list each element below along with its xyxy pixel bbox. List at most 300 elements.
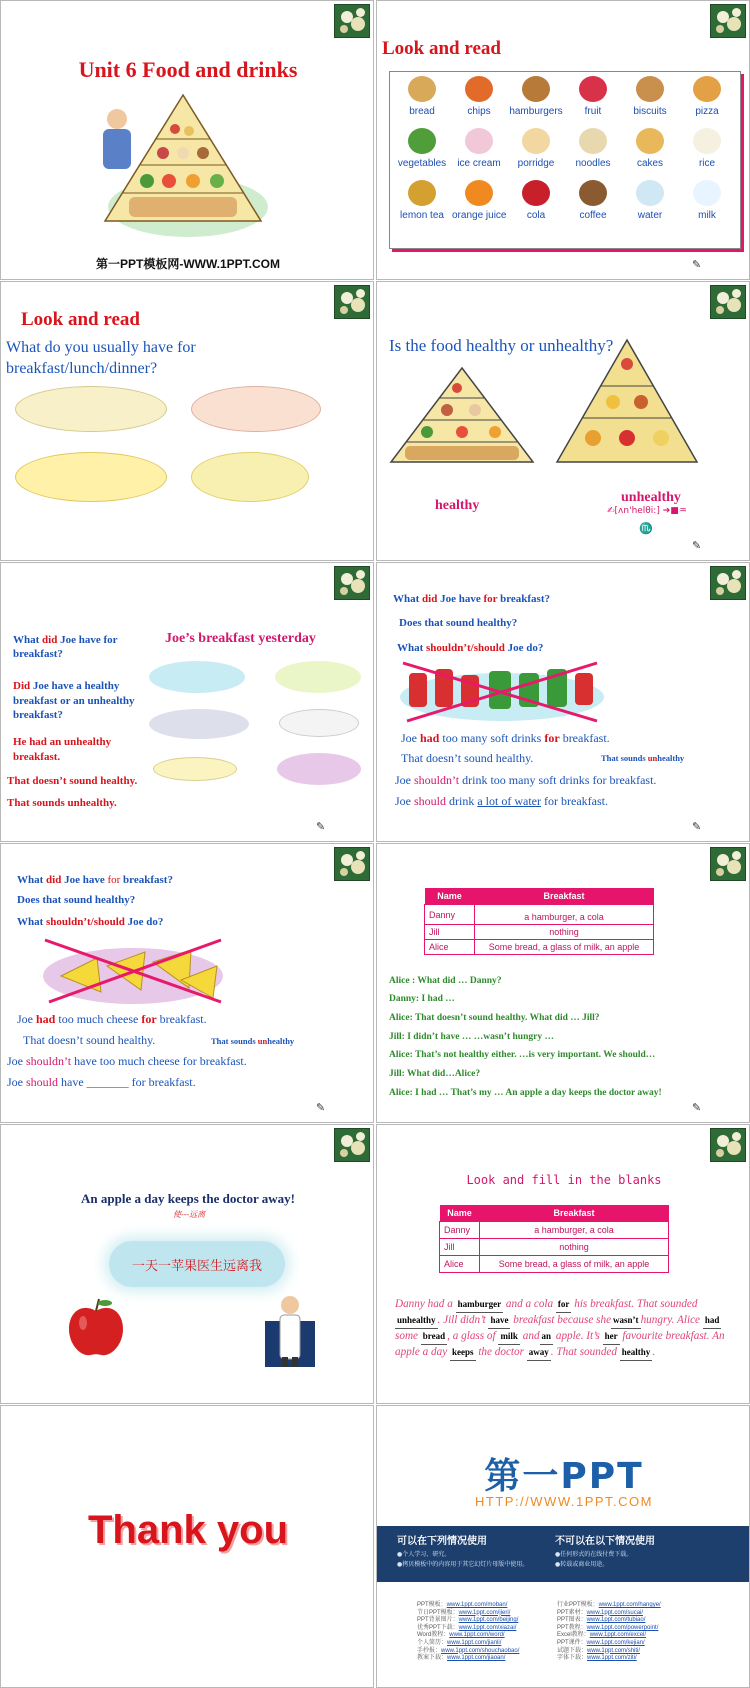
footer-link-row [557, 1602, 661, 1610]
fruit-plate-image [191, 386, 321, 432]
footer-link-label: Word教程： [417, 1632, 450, 1639]
blank-answer: keeps [450, 1345, 476, 1361]
footer-link[interactable]: www.1ppt.com/sucai/ [586, 1609, 644, 1616]
footer-link[interactable]: www.1ppt.com/beijing/ [458, 1617, 519, 1624]
food-label: milk [698, 210, 716, 221]
food-item [452, 128, 506, 169]
s1-c: too many soft drinks [439, 731, 545, 745]
usage-can-1: ●个人学习、研究。 [397, 1551, 451, 1558]
flower-icon [710, 566, 746, 600]
food-picture [693, 128, 721, 154]
dialog-line: Jill: I didn’t have … …wasn’t hungry … [389, 1032, 554, 1042]
phonetic-text [607, 506, 687, 516]
footer-link[interactable]: www.1ppt.com/jiaoan/ [447, 1655, 506, 1662]
keep-away-note: 使---远离 [173, 1210, 206, 1219]
s3-c: healthy [657, 753, 685, 763]
meal-question: What do you usually have for breakfast/lunch/dinner? [6, 339, 196, 377]
food-picture [522, 76, 550, 102]
footer-link[interactable]: www.1ppt.com/powerpoint/ [586, 1624, 659, 1631]
food-item [395, 180, 449, 221]
brand-url: HTTP://WWW.1PPT.COM [475, 1494, 653, 1509]
sentence-doesnt-sound: That doesn’t sound healthy. [23, 1033, 156, 1047]
flower-icon [710, 1128, 746, 1162]
para-text: . Jill didn’t [437, 1314, 486, 1326]
unit-title: Unit 6 Food and drinks [78, 57, 298, 82]
s5-a: Joe [395, 794, 414, 808]
pen-icon: ✎ [692, 539, 702, 552]
s1-a: Joe [401, 731, 420, 745]
s4-a: Joe [7, 1054, 26, 1068]
l3-a: What [17, 916, 47, 928]
footer-link-row [557, 1655, 661, 1663]
healthy-pyramid-image [387, 366, 537, 468]
flower-icon [334, 566, 370, 600]
food-item [680, 76, 734, 117]
hamburgers-image [149, 709, 249, 739]
food-item [509, 76, 563, 117]
para-text: the doctor [478, 1346, 524, 1358]
food-picture [579, 180, 607, 206]
s5-e: for breakfast. [541, 794, 608, 808]
blank-answer: bread [421, 1329, 447, 1345]
answer-sounds-unhealthy: That sounds unhealthy. [7, 797, 117, 809]
question-did-joe [13, 679, 143, 723]
row-breakfast: Some bread, a glass of milk, an apple [480, 1256, 669, 1273]
answer-doesnt-sound: That doesn’t sound healthy. [7, 775, 138, 787]
q1-text: What [13, 634, 43, 646]
row-breakfast: a hamburger, a cola [475, 905, 654, 925]
food-picture [693, 180, 721, 206]
footer-link[interactable]: www.1ppt.com/tubiao/ [586, 1617, 646, 1624]
blank-answer: had [703, 1313, 722, 1329]
s1-e: breakfast. [559, 731, 610, 745]
l1-e: breakfast? [497, 593, 550, 605]
s4-c: have too much cheese for breakfast. [71, 1054, 247, 1068]
question-sound-healthy: Does that sound healthy? [17, 894, 136, 906]
flower-icon [710, 847, 746, 881]
para-text: his breakfast. That sounded [574, 1298, 698, 1310]
breakfast-table [424, 888, 654, 955]
footer-link-row [417, 1602, 519, 1610]
food-label: vegetables [397, 158, 447, 169]
s5-a: Joe [7, 1075, 26, 1089]
row-name: Danny [440, 1222, 480, 1239]
l1-b: did [46, 874, 62, 886]
food-picture [408, 180, 436, 206]
food-label: bread [409, 106, 435, 117]
l3-b: shouldn’t/should [46, 916, 125, 928]
slide-title: Look and read [382, 38, 501, 59]
food-label: biscuits [633, 106, 667, 117]
food-item [509, 128, 563, 169]
footer-link-label: Excel教程： [557, 1632, 590, 1639]
footer-link-label: PPT素材： [557, 1609, 587, 1616]
food-label: noodles [575, 158, 611, 169]
row-breakfast: a hamburger, a cola [480, 1222, 669, 1239]
breakfast-plate-image [15, 386, 167, 432]
s1-a: Joe [17, 1012, 36, 1026]
question-what-did [13, 633, 143, 661]
dialog-line: Alice: I had … That’s my … An apple a day keeps the doctor away! [389, 1088, 662, 1098]
food-label: cakes [636, 158, 664, 169]
footer-link-row [557, 1640, 661, 1648]
s5-d: a lot of water [477, 794, 541, 808]
s1-d: for [544, 731, 560, 745]
footer-link-label: 个人简历： [417, 1639, 448, 1646]
food-label: rice [698, 158, 716, 169]
food-label: cola [526, 210, 546, 221]
s1-c: too much cheese [55, 1012, 142, 1026]
l1-e: breakfast? [120, 874, 173, 886]
food-label: orange juice [452, 210, 507, 221]
q1-rest: Joe have for breakfast? [13, 634, 118, 660]
footer-link[interactable]: www.1ppt.com/excel/ [589, 1632, 647, 1639]
footer-link[interactable]: www.1ppt.com/word/ [449, 1632, 505, 1639]
s3-b: un [257, 1036, 268, 1046]
q2-verb: Did [13, 680, 31, 692]
sentence-had [401, 731, 610, 746]
food-picture [408, 76, 436, 102]
sentence-sounds-unhealthy [211, 1036, 294, 1046]
row-name: Jill [440, 1239, 480, 1256]
food-item [395, 128, 449, 169]
s4-b: shouldn’t [26, 1054, 72, 1068]
footer-link[interactable]: www.1ppt.com/shiti/ [587, 1647, 641, 1654]
slide-7[interactable] [0, 843, 374, 1123]
row-name: Alice [425, 940, 475, 955]
footer-link-label: 行业PPT模板： [557, 1602, 599, 1608]
footer-link[interactable]: www.1ppt.com/shouchaobao/ [441, 1647, 520, 1654]
l1-d: for [107, 874, 121, 886]
l1-d: for [483, 593, 498, 605]
food-label: chips [467, 106, 491, 117]
footer-link-label: PPT背景图片： [417, 1617, 459, 1624]
table-header-name: Name [425, 888, 475, 905]
arrow-icon: ➔■♒ [659, 506, 687, 516]
para-text: breakfast because she [513, 1314, 612, 1326]
apple-image [65, 1297, 127, 1359]
para-text: breakfast. An apple a day [395, 1330, 725, 1358]
s5-c: drink [446, 794, 478, 808]
dialog-line: Alice: That doesn’t sound healthy. What did … Jill? [389, 1013, 600, 1023]
slide-1[interactable] [0, 0, 374, 280]
food-picture [579, 76, 607, 102]
para-text: , a glass of [447, 1330, 496, 1342]
slide-4[interactable] [376, 281, 750, 561]
para-text: some [395, 1330, 418, 1342]
s5-c: have _______ for breakfast. [58, 1075, 196, 1089]
footer-link[interactable]: www.1ppt.com/moban/ [446, 1602, 508, 1608]
brand-logo: 第一PPT [484, 1456, 644, 1497]
proverb-text: An apple a day keeps the doctor away! [81, 1191, 295, 1206]
footer-link-label: 教案下载： [417, 1655, 448, 1662]
food-picture [522, 128, 550, 154]
l1-a: What [17, 874, 47, 886]
table-row [425, 940, 654, 955]
footer-link-label: PPT教程： [557, 1624, 587, 1631]
food-picture [408, 128, 436, 154]
row-breakfast: nothing [480, 1239, 669, 1256]
question-what-did [393, 593, 550, 605]
slide-6[interactable] [376, 562, 750, 842]
food-picture [636, 76, 664, 102]
table-row [425, 925, 654, 940]
slide-5[interactable] [0, 562, 374, 842]
sentence-sounds-unhealthy [601, 753, 684, 763]
food-label: fruit [584, 106, 602, 117]
question-sound-healthy: Does that sound healthy? [399, 617, 518, 629]
s3-a: That sounds [601, 753, 648, 763]
slide-11[interactable] [0, 1405, 374, 1688]
food-item [509, 180, 563, 221]
healthy-label: healthy [435, 498, 480, 513]
food-item [623, 128, 677, 169]
question-should [397, 642, 543, 654]
food-label: lemon tea [400, 210, 444, 221]
food-item [452, 180, 506, 221]
chicken-plate-image [15, 452, 167, 502]
soft-drinks-image [149, 661, 245, 693]
row-breakfast: Some bread, a glass of milk, an apple [475, 940, 654, 955]
food-picture [465, 180, 493, 206]
sentence-should [395, 794, 608, 809]
s4-a: Joe [395, 773, 414, 787]
food-item [566, 128, 620, 169]
s4-b: shouldn’t [414, 773, 460, 787]
pen-icon: ✎ [316, 820, 326, 833]
table-header-name: Name [440, 1205, 480, 1222]
slide-2[interactable] [376, 0, 750, 280]
q2-rest: Joe have a healthy breakfast or an unhealthy breakfast? [13, 680, 135, 721]
usage-cannot-1: ●任何形式的在线付费下载。 [555, 1551, 633, 1558]
usage-can-2: ●拷贝模板中的内容用于其它幻灯片母版中使用。 [397, 1561, 529, 1568]
sentence-had [17, 1012, 207, 1027]
food-picture [579, 128, 607, 154]
flower-icon [334, 285, 370, 319]
footer-link-label: PPT图表： [557, 1617, 587, 1624]
slide-8[interactable] [376, 843, 750, 1123]
s1-b: had [420, 731, 440, 745]
food-picture [636, 128, 664, 154]
s3-c: healthy [267, 1036, 295, 1046]
slide-12[interactable] [376, 1405, 750, 1688]
pen-icon: ✎ [692, 820, 702, 833]
footer-link-row [417, 1632, 519, 1640]
breakfast-title: Joe’s breakfast yesterday [165, 631, 316, 646]
food-vocabulary-board [389, 71, 741, 249]
crossed-soft-drinks-image [397, 659, 607, 723]
footer-link[interactable]: www.1ppt.com/xiazai/ [458, 1624, 517, 1631]
snack-plate-image [191, 452, 309, 502]
dialog-line: Danny: I had … [389, 994, 455, 1004]
food-item [623, 180, 677, 221]
slide-9[interactable] [0, 1124, 374, 1404]
food-label: water [637, 210, 663, 221]
food-item [566, 180, 620, 221]
row-breakfast: nothing [475, 925, 654, 940]
food-pyramid-image [93, 89, 271, 239]
flower-icon [334, 4, 370, 38]
flower-icon [710, 285, 746, 319]
l1-c: Joe have [61, 874, 108, 886]
footer-link[interactable]: www.1ppt.com/hangye/ [598, 1602, 661, 1608]
food-label: porridge [517, 158, 555, 169]
blank-answer: milk [498, 1329, 520, 1345]
thank-you-text: Thank you [87, 1508, 289, 1552]
sentence-shouldnt [7, 1054, 247, 1069]
food-picture [693, 76, 721, 102]
table-header-breakfast: Breakfast [475, 888, 654, 905]
footer-link[interactable]: www.1ppt.com/kejian/ [586, 1639, 645, 1646]
slide-10[interactable] [376, 1124, 750, 1404]
sandwich-plate-image [153, 757, 237, 781]
sentence-doesnt-sound: That doesn’t sound healthy. [401, 751, 534, 765]
unhealthy-label: unhealthy [621, 490, 681, 505]
footer-links-left [417, 1602, 519, 1663]
table-row [440, 1256, 669, 1273]
pen-icon: ✎ [316, 1101, 326, 1114]
site-caption: 第一PPT模板网-WWW.1PPT.COM [96, 257, 280, 271]
l3-c: Joe do? [124, 916, 164, 928]
food-label: hamburgers [509, 106, 563, 117]
dialog-line: Alice: That’s not healthy either. …is very important. We should… [389, 1050, 656, 1060]
para-text: and a cola [505, 1298, 554, 1310]
l1-c: Joe have [437, 593, 484, 605]
s1-b: had [36, 1012, 56, 1026]
table-row [440, 1239, 669, 1256]
footer-link-row [557, 1632, 661, 1640]
s3-b: un [647, 753, 658, 763]
ice-cream-image [275, 661, 361, 693]
footer-link-label: PPT模板： [417, 1602, 447, 1608]
food-label: ice cream [457, 158, 501, 169]
flower-icon [334, 1128, 370, 1162]
s4-c: drink too many soft drinks for breakfast. [459, 773, 657, 787]
table-row [440, 1222, 669, 1239]
s1-d: for [141, 1012, 157, 1026]
slide-3[interactable] [0, 281, 374, 561]
row-name: Jill [425, 925, 475, 940]
footer-link[interactable]: www.1ppt.com/jianli/ [447, 1639, 502, 1646]
cheese-plate-image [277, 753, 361, 785]
footer-link-row [557, 1617, 661, 1625]
l1-a: What [393, 593, 423, 605]
pen-icon: ✎ [692, 258, 702, 271]
footer-link-label: 字体下载： [557, 1655, 588, 1662]
doctor-image [265, 1291, 315, 1367]
row-name: Alice [440, 1256, 480, 1273]
food-item [680, 180, 734, 221]
footer-link-label: 试题下载： [557, 1647, 588, 1654]
footer-link-label: 手抄报： [417, 1647, 442, 1654]
chinese-translation: 一天一苹果医生远离我 [131, 1259, 262, 1274]
s3-a: That sounds [211, 1036, 258, 1046]
footer-links-right [557, 1602, 661, 1663]
footer-link[interactable]: www.1ppt.com/jieri/ [458, 1609, 511, 1616]
s5-b: should [414, 794, 447, 808]
l3-b: shouldn’t/should [426, 642, 505, 654]
food-picture [522, 180, 550, 206]
food-picture [636, 180, 664, 206]
blank-answer: healthy [620, 1345, 653, 1361]
blank-answer: away [527, 1345, 551, 1361]
crossed-cheese-image [41, 936, 225, 1006]
footer-link[interactable]: www.1ppt.com/ziti/ [587, 1655, 637, 1662]
footer-link-row [417, 1640, 519, 1648]
dialog-line: Jill: What did…Alice? [389, 1069, 481, 1079]
question-should [17, 916, 163, 928]
blank-answer: her [603, 1329, 620, 1345]
speaker-icon: ✍ [607, 506, 615, 516]
footer-link-row [417, 1617, 519, 1625]
food-label: coffee [579, 210, 607, 221]
answer-unhealthy: He had an unhealthy breakfast. [13, 736, 112, 763]
flower-icon [710, 4, 746, 38]
food-picture [465, 76, 493, 102]
pen-icon: ✎ [692, 1101, 702, 1114]
sentence-should-blank [7, 1075, 196, 1090]
row-name: Danny [425, 905, 475, 925]
dialog-line: Alice : What did … Danny? [389, 976, 502, 986]
l1-b: did [422, 593, 438, 605]
para-text: . [652, 1346, 656, 1358]
food-item [452, 76, 506, 117]
phonetic-value: [ʌn'helθi:] [614, 506, 660, 516]
para-text: Danny had a [395, 1298, 453, 1310]
s1-e: breakfast. [156, 1012, 207, 1026]
l3-a: What [397, 642, 427, 654]
blank-answer: an [540, 1329, 554, 1345]
footer-link-label: 节日PPT模板： [417, 1609, 459, 1616]
breakfast-table [439, 1205, 669, 1273]
fill-paragraph [395, 1297, 739, 1361]
blank-answer: hamburger [456, 1297, 504, 1313]
question-what-did [17, 874, 173, 886]
para-text: apple. It’s [555, 1330, 600, 1342]
food-item [395, 76, 449, 117]
para-text: hungry. Alice [640, 1314, 701, 1326]
table-header-breakfast: Breakfast [480, 1205, 669, 1222]
para-text: . That sounded [550, 1346, 617, 1358]
usage-cannot-2: ●转载或商业用途。 [555, 1561, 609, 1568]
food-item [623, 76, 677, 117]
l3-c: Joe do? [504, 642, 544, 654]
usage-cannot-title: 不可以在以下情况使用 [555, 1536, 655, 1547]
table-row [425, 905, 654, 925]
fill-blanks-title: Look and fill in the blanks [466, 1173, 662, 1187]
food-label: pizza [695, 106, 719, 117]
health-question: Is the food healthy or unhealthy? [389, 336, 614, 355]
s5-b: should [26, 1075, 59, 1089]
q1-verb: did [42, 634, 58, 646]
sentence-shouldnt [395, 773, 656, 788]
blank-answer: for [556, 1297, 572, 1313]
footer-link-label: PPT课件： [557, 1639, 587, 1646]
para-text: and [522, 1330, 540, 1342]
usage-can-title: 可以在下列情况使用 [397, 1536, 487, 1547]
food-picture [465, 128, 493, 154]
symbol-icon: ♏ [639, 522, 653, 535]
unhealthy-pyramid-image [553, 338, 701, 468]
blank-answer: unhealthy [395, 1313, 438, 1329]
slide-title: Look and read [21, 309, 140, 330]
footer-link-row [417, 1655, 519, 1663]
blank-answer: have [488, 1313, 510, 1329]
food-item [566, 76, 620, 117]
fish-plate-image [279, 709, 359, 737]
blank-answer: wasn’t [611, 1313, 641, 1329]
food-item [680, 128, 734, 169]
